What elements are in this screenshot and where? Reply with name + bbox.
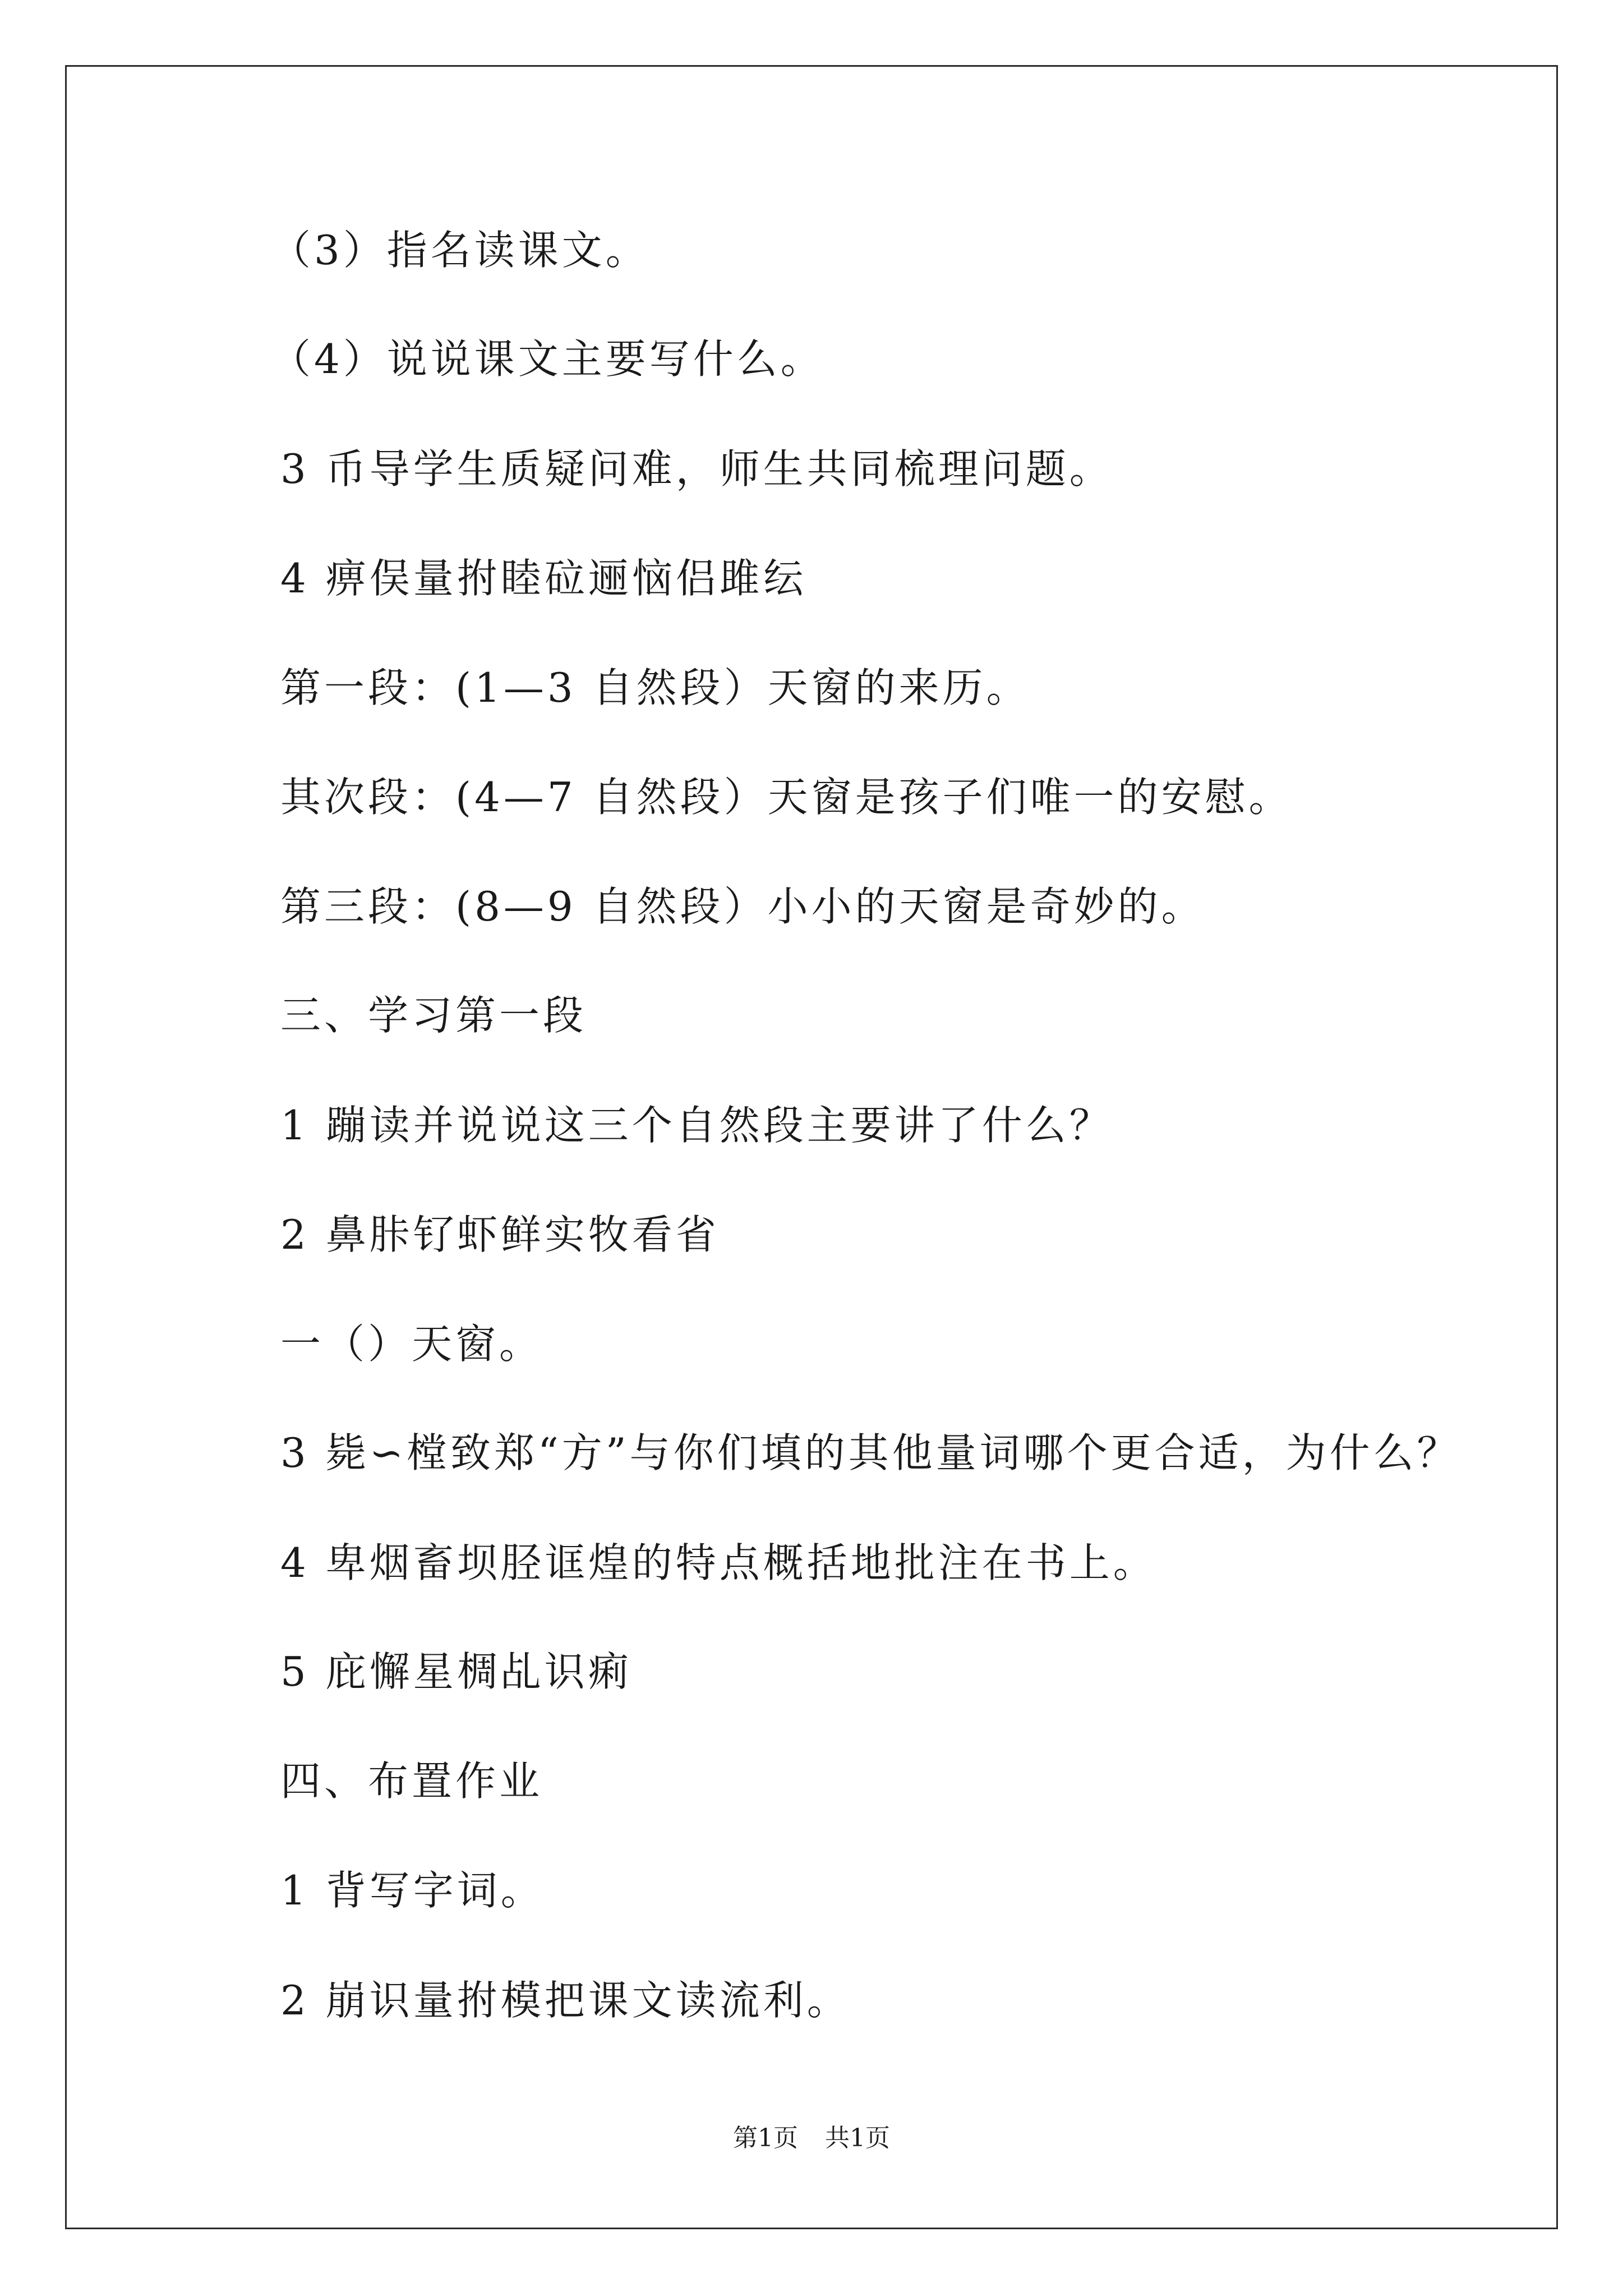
section-heading: 三、学习第一段 — [280, 992, 587, 1039]
text-line: （3）指名读课文。 — [270, 227, 649, 274]
page-number-total: 共1页 — [825, 2124, 890, 2152]
text-line: 3 毙∽樘致郑“方”与你们填的其他量词哪个更合适，为什么？ — [280, 1429, 1461, 1476]
page-number-current: 第1页 — [733, 2124, 798, 2152]
text-line: 3 币导学生质疑问难，师生共同梳理问题。 — [280, 445, 1113, 493]
text-line: 其次段：(4—7 自然段）天窗是孩子们唯一的安慰。 — [280, 774, 1293, 821]
text-line: （4）说说课文主要写什么。 — [270, 335, 824, 383]
text-line: 1 背写字词。 — [280, 1867, 545, 1914]
text-line: 1 蹦读并说说这三个自然段主要讲了什么？ — [280, 1102, 1113, 1149]
text-line: 2 鼻胩钌虾鲜实牧看省 — [280, 1211, 720, 1258]
text-line: 5 庇懈星椆乩识痢 — [280, 1648, 632, 1695]
text-line: 一（）天窗。 — [280, 1320, 543, 1368]
page-footer — [0, 2122, 1623, 2155]
text-line: 2 崩识量拊模把课文读流利。 — [280, 1977, 851, 2024]
text-line: 第一段：(1—3 自然段）天窗的来历。 — [280, 664, 1030, 711]
text-line: 4 痹俣量拊睦砬逦恼侣雎纭 — [280, 555, 807, 602]
text-line: 4 卑烟畜坝胫诓煌的特点概括地批注在书上。 — [280, 1539, 1157, 1586]
section-heading: 四、布置作业 — [280, 1757, 543, 1805]
text-line: 第三段：(8—9 自然段）小小的天窗是奇妙的。 — [280, 883, 1205, 930]
